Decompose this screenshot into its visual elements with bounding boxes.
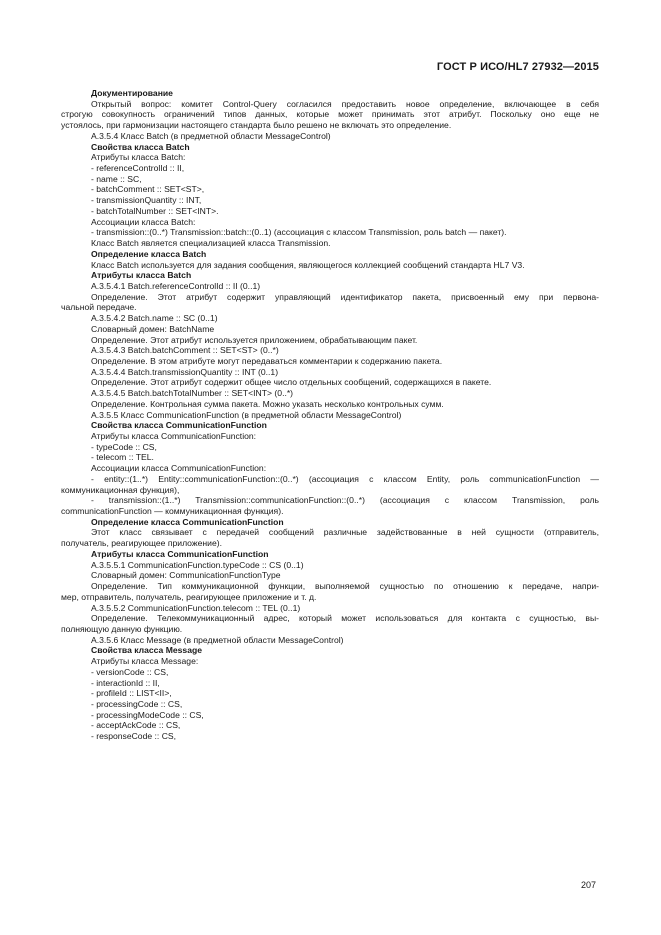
document-body: [61, 88, 599, 742]
text-line: A.3.5.6 Класс Message (в предметной области MessageControl): [91, 634, 344, 645]
section-heading: Свойства класса Message: [91, 645, 203, 656]
text-line: Словарный домен: BatchName: [91, 323, 215, 334]
text-line: A.3.5.4.3 Batch.batchComment :: SET<ST> (0..*): [91, 345, 279, 356]
text-line: Определение. Этот атрибут содержит общее число отдельных сообщений, содержащихся в пакете.: [91, 377, 492, 388]
section-heading: Свойства класса CommunicationFunction: [91, 420, 267, 431]
text-line: Этот класс связывает с передачей сообщений различные задействованные в ней сущности (отправитель,: [91, 527, 599, 538]
section-heading: Свойства класса Batch: [91, 141, 190, 152]
text-line: A.3.5.4.1 Batch.referenceControlId :: II (0..1): [91, 280, 261, 291]
text-line: устоялось, при гармонизации настоящего стандарта было решено не включать это определение.: [61, 120, 452, 131]
section-heading: Документирование: [91, 88, 173, 98]
text-line: Определение. Этот атрибут используется приложением, обрабатывающим пакет.: [91, 334, 418, 345]
text-line: - transmission::(1..*) Transmission::communicationFunction::(0..*) (ассоциация с классом Transmission, роль: [91, 495, 599, 506]
text-line: - interactionId :: II,: [91, 677, 160, 688]
text-line: - name :: SC,: [91, 173, 142, 184]
text-line: Открытый вопрос: комитет Control-Query согласился предоставить новое определение, включающее в себя: [91, 98, 599, 109]
text-line: Атрибуты класса CommunicationFunction:: [91, 431, 257, 441]
text-line: Определение. Телекоммуникационный адрес, который может использоваться для контакта с сущностью, вы-: [91, 613, 599, 624]
text-line: мер, отправитель, получатель, реагирующее приложение и т. д.: [61, 591, 317, 602]
page-number: 207: [581, 880, 597, 890]
text-line: - versionCode :: CS,: [91, 666, 169, 677]
text-line: - acceptAckCode :: CS,: [91, 720, 181, 731]
text-line: - batchTotalNumber :: SET<INT>.: [91, 205, 219, 216]
text-line: - profileId :: LIST<II>,: [91, 688, 172, 699]
text-line: Определение. Тип коммуникационной функции, выполняемой сущностью по отношению к передаче, напри-: [91, 581, 599, 592]
section-heading: Атрибуты класса CommunicationFunction: [91, 548, 269, 559]
text-line: communicationFunction — коммуникационная функция).: [61, 506, 284, 517]
text-line: Атрибуты класса Message:: [91, 656, 199, 667]
text-line: - responseCode :: CS,: [91, 731, 177, 742]
section-heading: Атрибуты класса Batch: [91, 270, 192, 281]
text-line: A.3.5.5 Класс CommunicationFunction (в предметной области MessageControl): [91, 409, 402, 420]
text-line: A.3.5.4.4 Batch.transmissionQuantity :: INT (0..1): [91, 366, 279, 377]
text-line: Словарный домен: CommunicationFunctionType: [91, 570, 281, 581]
text-line: коммуникационная функция),: [61, 484, 180, 495]
text-line: A.3.5.4.2 Batch.name :: SC (0..1): [91, 313, 218, 324]
text-line: Класс Batch является специализацией класса Transmission.: [91, 238, 331, 249]
section-heading: Определение класса Batch: [91, 248, 207, 259]
text-line: A.3.5.5.1 CommunicationFunction.typeCode :: CS (0..1): [91, 559, 304, 570]
text-line: Ассоциации класса Batch:: [91, 216, 196, 227]
section-heading: Определение класса CommunicationFunction: [91, 516, 284, 527]
text-line: Ассоциации класса CommunicationFunction:: [91, 463, 267, 474]
text-line: получатель, реагирующее приложение).: [61, 538, 222, 549]
text-line: чальной передаче.: [61, 302, 137, 313]
text-line: Атрибуты класса Batch:: [91, 152, 186, 163]
text-line: - referenceControlId :: II,: [91, 163, 185, 174]
text-line: - batchComment :: SET<ST>,: [91, 184, 205, 195]
text-line: - telecom :: TEL.: [91, 452, 154, 463]
text-line: полняющую данную функцию.: [61, 623, 183, 634]
text-line: Определение. Этот атрибут содержит управляющий идентификатор пакета, присвоенный ему при первона-: [91, 291, 599, 302]
text-line: - entity::(1..*) Entity::communicationFunction::(0..*) (ассоциация с классом Entity, роль communicationFunction —: [91, 473, 599, 484]
text-line: A.3.5.4.5 Batch.batchTotalNumber :: SET<INT> (0..*): [91, 388, 294, 399]
text-line: - processingModeCode :: CS,: [91, 709, 204, 720]
text-line: Класс Batch используется для задания сообщения, являющегося коллекцией сообщений стандарта HL7 V3.: [91, 259, 525, 270]
running-header: ГОСТ Р ИСО/HL7 27932—2015: [436, 61, 599, 73]
text-line: - transmission::(0..*) Transmission::batch::(0..1) (ассоциация с классом Transmission, роль batch — пакет).: [91, 227, 507, 238]
text-line: строгую совокупность ограничений типов данных, которые может принимать этот атрибут. Поскольку оно еще не: [61, 109, 599, 120]
text-line: Определение. В этом атрибуте могут передаваться комментарии к содержанию пакета.: [91, 355, 443, 366]
text-line: - processingCode :: CS,: [91, 698, 183, 709]
text-line: - transmissionQuantity :: INT,: [91, 195, 202, 206]
text-line: - typeCode :: CS,: [91, 441, 157, 452]
text-line: A.3.5.4 Класс Batch (в предметной области MessageControl): [91, 130, 331, 141]
text-line: A.3.5.5.2 CommunicationFunction.telecom :: TEL (0..1): [91, 602, 301, 613]
text-line: Определение. Контрольная сумма пакета. Можно указать несколько контрольных сумм.: [91, 398, 444, 409]
